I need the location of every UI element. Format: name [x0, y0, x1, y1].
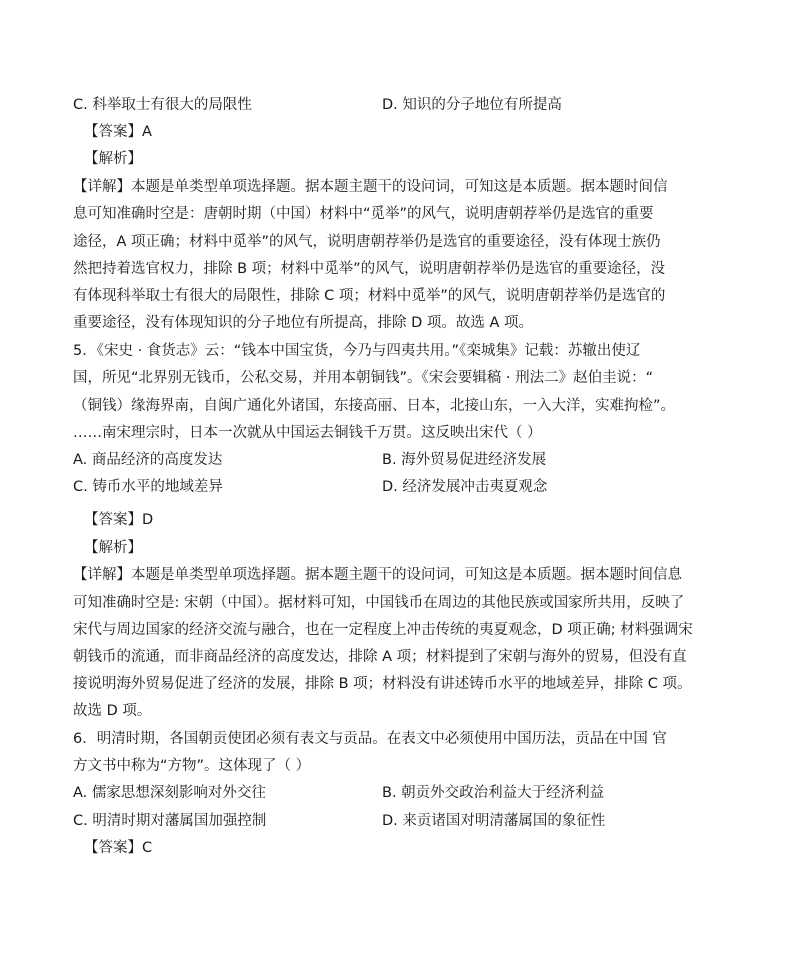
q5-detail-line: 宋代与周边国家的经济交流与融合，也在一定程度上冲击传统的夷夏观念，D 项正确; 材料强调宋 [73, 622, 693, 638]
q5-stem-line: ……南宋理宗时，日本一次就从中国运去铜钱千万贯。这反映出宋代（ ） [73, 425, 542, 441]
q6-stem-line: 方文书中称为“方物”。这体现了（ ） [73, 758, 311, 774]
q4-detail-line: 息可知准确时空是：唐朝时期（中国）材料中“觅举”的风气，说明唐朝荐举仍是选官的重要 [73, 206, 654, 222]
q6-answer: 【答案】C [84, 840, 153, 856]
q5-option-c: C. 铸币水平的地域差异 [73, 479, 223, 495]
q4-detail-line: 有体现科举取士有很大的局限性，排除 C 项；材料中觅举”的风气，说明唐朝荐举仍是选官的 [73, 288, 666, 304]
q4-analysis-label: 【解析】 [84, 151, 142, 167]
q4-answer: 【答案】A [84, 124, 152, 140]
q4-detail-line: 【详解】本题是单类型单项选择题。据本题主题干的设问词，可知这是本质题。据本题时间信 [73, 179, 668, 195]
q4-option-d: D. 知识的分子地位有所提高 [382, 97, 562, 113]
q5-detail-line: 接说明海外贸易促进了经济的发展，排除 B 项；材料没有讲述铸币水平的地域差异，排除 C 项。 [73, 676, 692, 692]
q5-stem-line: 国，所见“北界别无钱币，公私交易，并用本朝铜钱”。《宋会要辑稿 · 刑法二》赵伯圭说：“ [73, 370, 654, 386]
q5-detail-line: 可知准确时空是: 宋朝（中国）。据材料可知，中国钱币在周边的其他民族或国家所共用，反映了 [73, 595, 685, 611]
q5-detail-line: 朝钱币的流通，而非商品经济的高度发达，排除 A 项；材料提到了宋朝与海外的贸易，但没有直 [73, 649, 687, 665]
q5-option-b: B. 海外贸易促进经济发展 [382, 452, 547, 468]
q6-stem-line: 6．明清时期，各国朝贡使团必须有表文与贡品。在表文中必须使用中国历法，贡品在中国 官 [73, 731, 667, 747]
q5-analysis-label: 【解析】 [84, 540, 142, 556]
q4-detail-line: 重要途径，没有体现知识的分子地位有所提高，排除 D 项。故选 A 项。 [73, 315, 534, 331]
q5-option-a: A. 商品经济的高度发达 [73, 452, 223, 468]
q6-option-c: C. 明清时期对藩属国加强控制 [73, 813, 267, 829]
q5-option-d: D. 经济发展冲击夷夏观念 [382, 479, 548, 495]
q5-answer: 【答案】D [84, 512, 154, 528]
q4-option-c: C. 科举取士有很大的局限性 [73, 97, 252, 113]
q6-option-b: B. 朝贡外交政治利益大于经济利益 [382, 785, 605, 801]
q5-detail-line: 【详解】本题是单类型单项选择题。据本题主题干的设问词，可知这是本质题。据本题时间信息 [73, 567, 682, 583]
q5-detail-line: 故选 D 项。 [73, 703, 152, 719]
q4-detail-line: 途径，A 项正确；材料中觅举”的风气，说明唐朝荐举仍是选官的重要途径，没有体现士族仍 [73, 234, 661, 250]
q6-option-d: D. 来贡诸国对明清藩属国的象征性 [382, 813, 606, 829]
q4-detail-line: 然把持着选官权力，排除 B 项；材料中觅举”的风气，说明唐朝荐举仍是选官的重要途径，没 [73, 261, 666, 277]
q5-stem-line: （铜钱）缘海界南，自闽广通化外诸国，东接高丽、日本，北接山东，一入大洋，实难拘检”。 [73, 398, 676, 414]
q6-option-a: A. 儒家思想深刻影响对外交往 [73, 785, 266, 801]
q5-stem-line: 5．《宋史 · 食货志》云：“钱本中国宝货，今乃与四夷共用。”《栾城集》记载：苏辙出使辽 [73, 343, 641, 359]
